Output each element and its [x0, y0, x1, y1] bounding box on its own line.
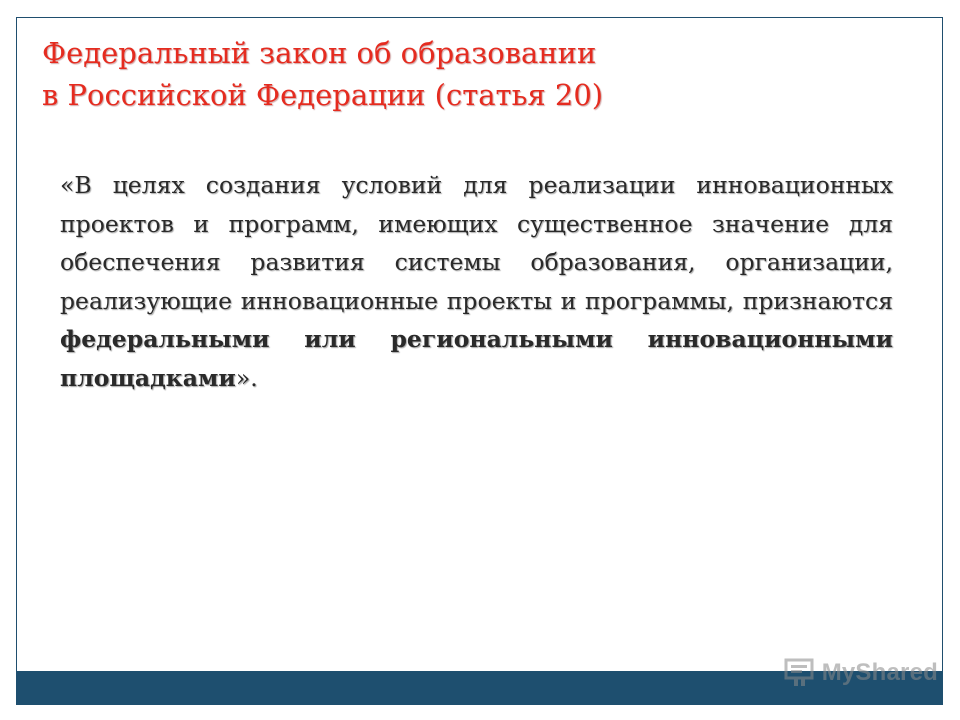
- watermark-text: MyShared: [821, 659, 938, 686]
- law-quote: [60, 166, 893, 397]
- quote-closing: ».: [235, 363, 258, 392]
- slide-title: [42, 32, 603, 116]
- slides-icon: [783, 658, 817, 688]
- title-line-1: Федеральный закон об образовании: [42, 36, 597, 70]
- quote-text: «В целях создания условий для реализации инновационных проектов и программ, имеющих существенное значение для обеспечения развития системы образования, организации, реализующие инновационные проекты и программы, признаются: [60, 171, 893, 315]
- watermark: [783, 654, 938, 692]
- quote-emphasis: федеральными или региональными инновационными площадками: [60, 325, 893, 392]
- title-line-2: в Российской Федерации (статья 20): [42, 78, 604, 112]
